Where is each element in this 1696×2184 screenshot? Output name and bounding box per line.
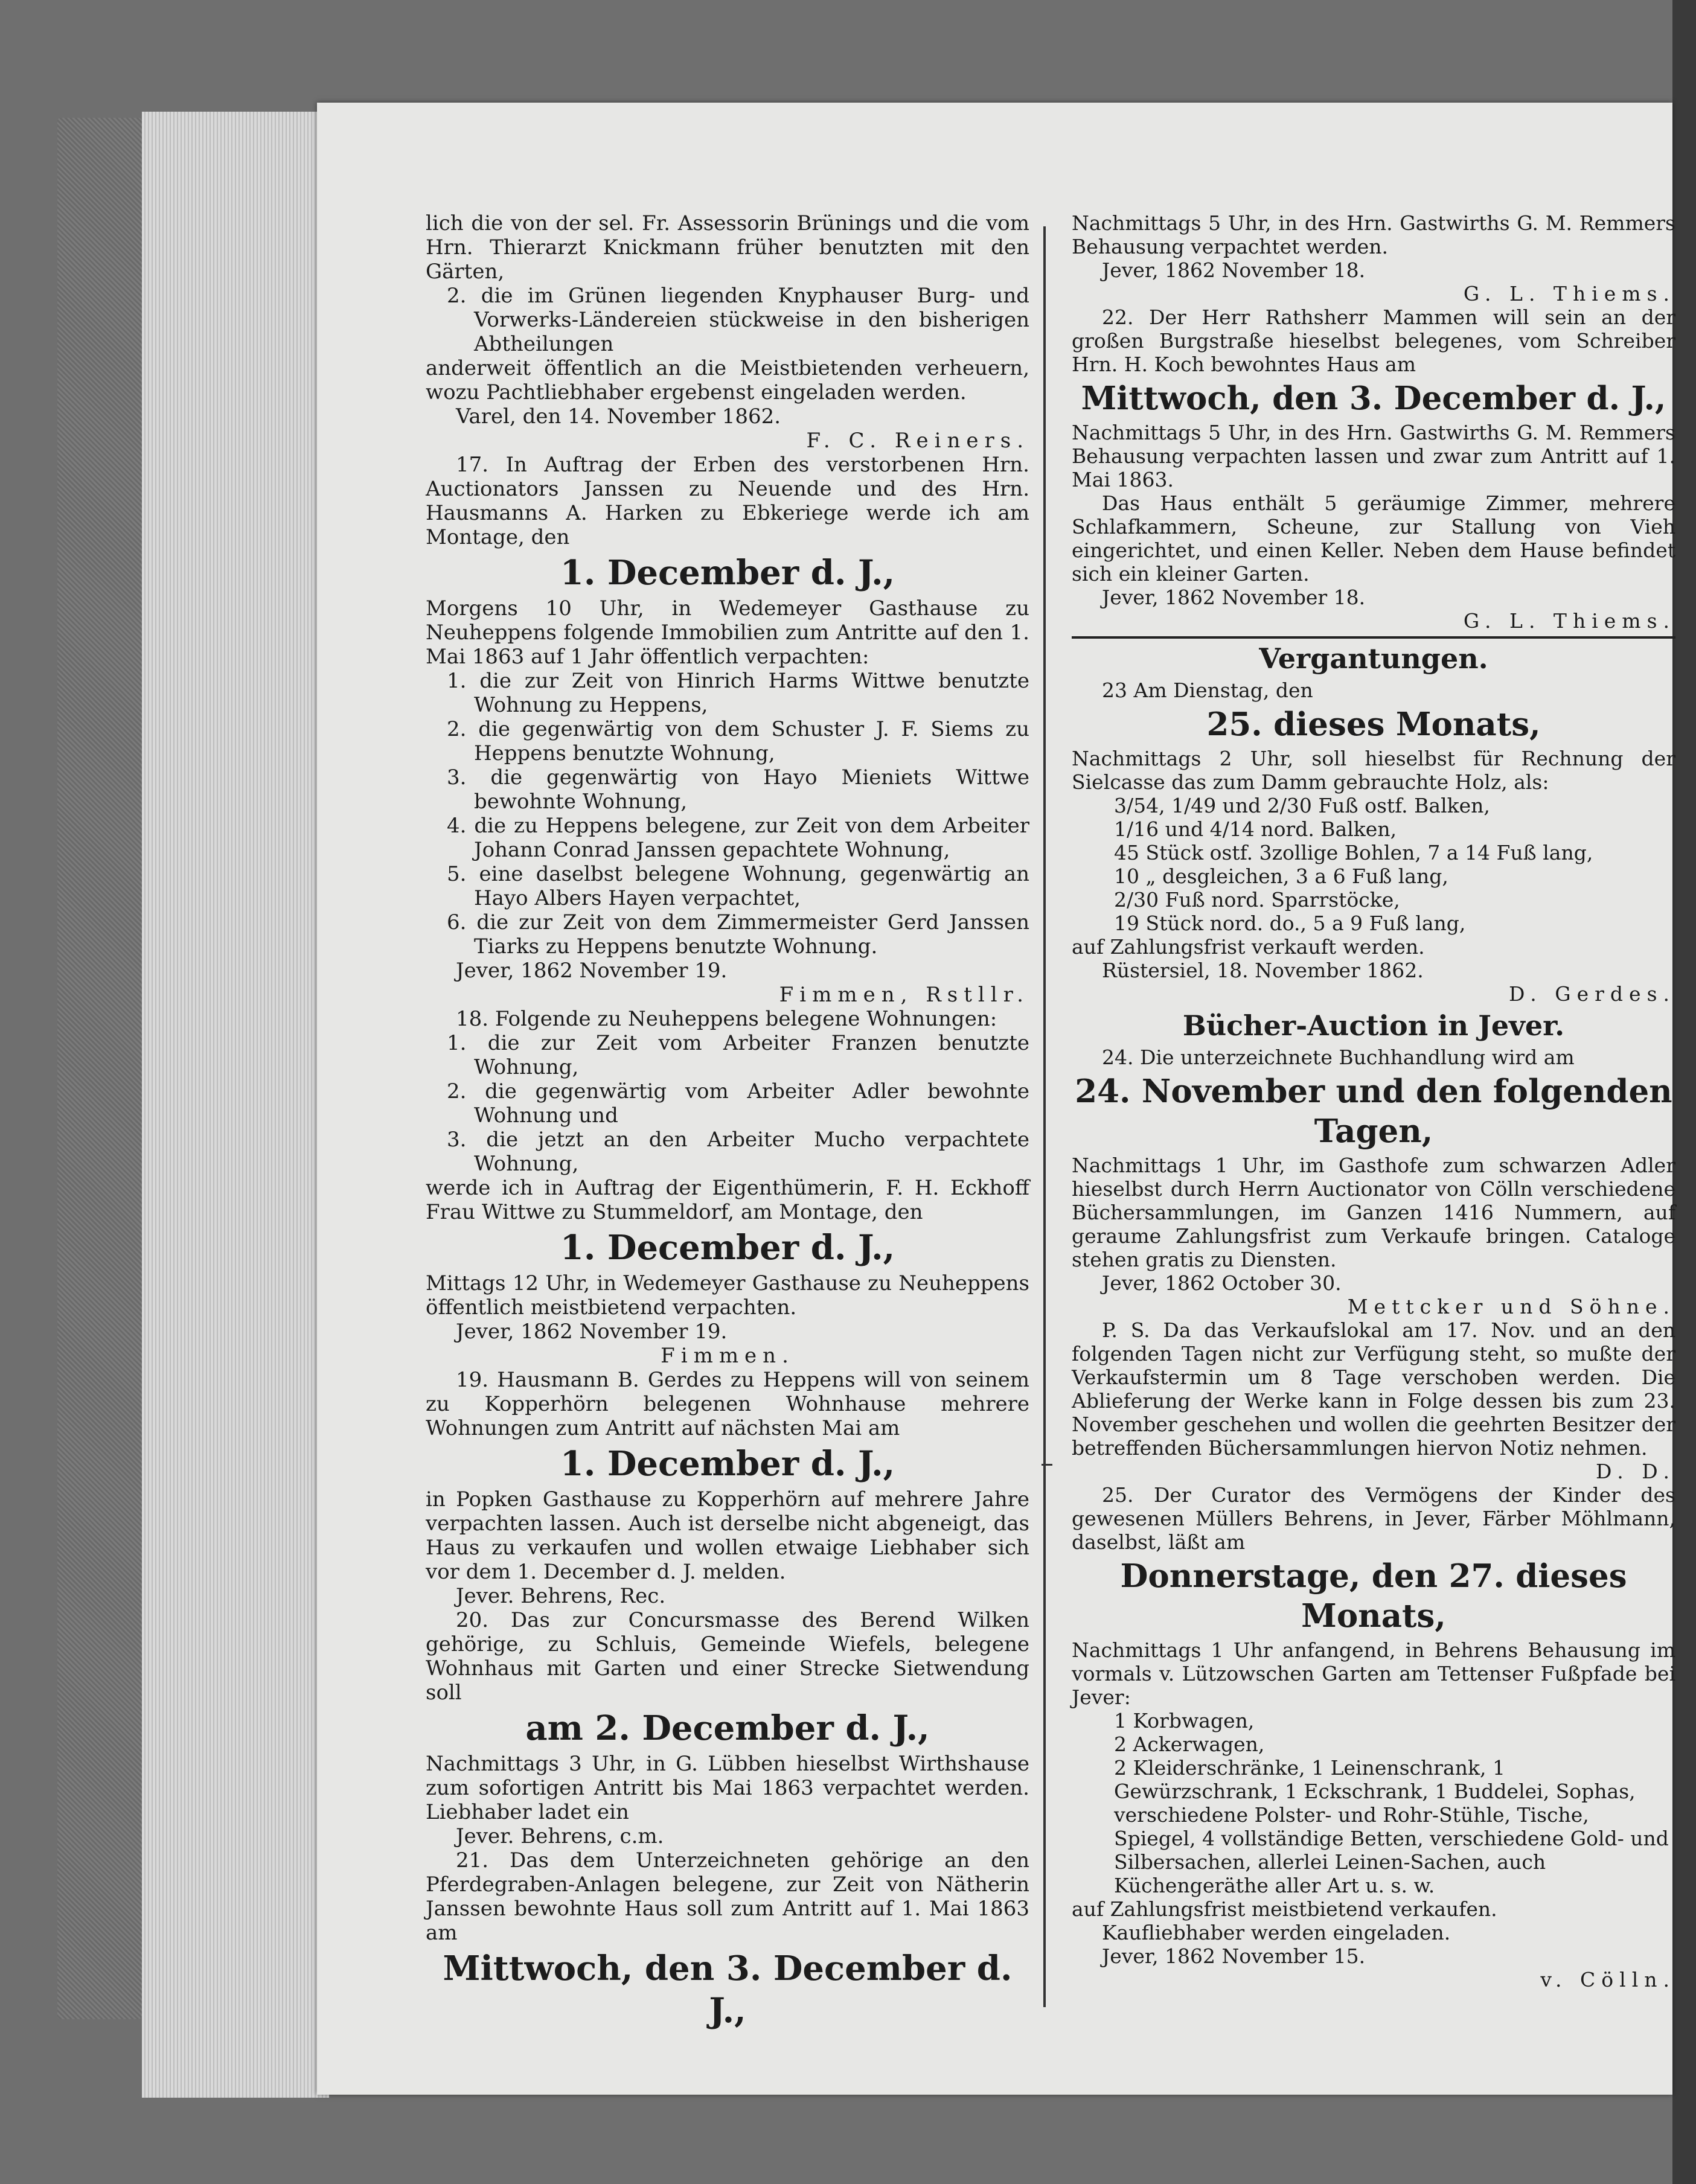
list-item: 19 Stück nord. do., 5 a 9 Fuß lang,	[1114, 912, 1466, 935]
book-page-edges	[142, 112, 329, 2098]
list-item: 4. die zu Heppens belegene, zur Zeit von dem Arbeiter Johann Conrad Janssen gepachtete Wohnung,	[447, 814, 1029, 862]
paragraph: Jever, 1862 November 19.	[456, 1320, 728, 1344]
paragraph: Jever, 1862 November 18.	[1102, 258, 1366, 282]
date-heading: 24. November und den folgenden Tagen,	[1075, 1073, 1672, 1150]
paragraph: anderweit öffentlich an die Meistbietenden verheuern, wozu Pachtliebhaber ergebenst eingeladen werden.	[426, 356, 1029, 404]
paragraph: 24. Die unterzeichnete Buchhandlung wird am	[1102, 1046, 1575, 1069]
paragraph: Das Haus enthält 5 geräumige Zimmer, mehrere Schlafkammern, Scheune, zur Stallung von Vieh eingerichtet, und einen Keller. Neben dem Hause befindet sich ein kleiner Garten.	[1072, 491, 1675, 586]
paragraph: Nachmittags 5 Uhr, in des Hrn. Gastwirths G. M. Remmers Behausung verpachten lassen und zwar zum Antritt auf 1. Mai 1863.	[1072, 421, 1675, 491]
list-item: 2. die gegenwärtig von dem Schuster J. F. Siems zu Heppens benutzte Wohnung,	[447, 717, 1029, 765]
list-item: 2. die im Grünen liegenden Knyphauser Burg- und Vorwerks-Ländereien stückweise in den bisherigen Abtheilungen	[447, 284, 1029, 356]
section-rule	[1072, 636, 1675, 639]
signature: G. L. Thiems.	[1463, 609, 1675, 633]
paragraph: 22. Der Herr Rathsherr Mammen will sein an der großen Burgstraße hieselbst belegenes, vom Schreiber Hrn. H. Koch bewohntes Haus am	[1072, 305, 1675, 376]
paragraph: Rüstersiel, 18. November 1862.	[1102, 959, 1424, 982]
paragraph: Nachmittags 2 Uhr, soll hieselbst für Rechnung der Sielcasse das zum Damm gebrauchte Holz, als:	[1072, 747, 1675, 794]
paragraph: Nachmittags 1 Uhr anfangend, in Behrens Behausung im vormals v. Lützowschen Garten am Tettenser Fußpfade bei Jever:	[1072, 1638, 1675, 1709]
paragraph: Jever. Behrens, c.m.	[456, 1824, 664, 1848]
signature: Fimmen, Rstllr.	[779, 983, 1029, 1007]
left-column	[426, 211, 1029, 2034]
date-heading: 1. December d. J.,	[560, 553, 895, 593]
date-heading: 25. dieses Monats,	[1206, 706, 1541, 743]
list-item: 2 Ackerwagen,	[1114, 1732, 1265, 1756]
paragraph: Nachmittags 1 Uhr, im Gasthofe zum schwarzen Adler hieselbst durch Herrn Auctionator von Cölln verschiedene Büchersammlungen, im Ganzen 1416 Nummern, auf geraume Zahlungsfrist zum Verkaufe bringen. Cataloge stehen gratis zu Diensten.	[1072, 1154, 1675, 1271]
section-heading: Vergantungen.	[1259, 642, 1488, 675]
list-item: 1 Korbwagen,	[1114, 1709, 1255, 1732]
paragraph: 23 Am Dienstag, den	[1102, 679, 1313, 702]
paragraph: in Popken Gasthause zu Kopperhörn auf mehrere Jahre verpachten lassen. Auch ist derselbe nicht abgeneigt, das Haus zu verkaufen und wollen etwaige Liebhaber sich vor dem 1. December d. J. melden.	[426, 1487, 1029, 1584]
list-item: 6. die zur Zeit von dem Zimmermeister Gerd Janssen Tiarks zu Heppens benutzte Wohnung.	[447, 910, 1029, 959]
paragraph: Mittags 12 Uhr, in Wedemeyer Gasthause zu Neuheppens öffentlich meistbietend verpachten.	[426, 1271, 1029, 1320]
book-cover-edge	[57, 118, 142, 2019]
paragraph: 19. Hausmann B. Gerdes zu Heppens will von seinem zu Kopperhörn belegenen Wohnhause mehrere Wohnungen zum Antritt auf nächsten Mai am	[426, 1368, 1029, 1440]
paragraph: Kaufliebhaber werden eingeladen.	[1102, 1921, 1451, 1944]
date-heading: Mittwoch, den 3. December d. J.,	[1081, 380, 1666, 417]
date-heading: Donnerstage, den 27. dieses Monats,	[1120, 1557, 1627, 1635]
paragraph: 25. Der Curator des Vermögens der Kinder des gewesenen Müllers Behrens, in Jever, Färber Möhlmann, daselbst, läßt am	[1072, 1483, 1675, 1554]
signature: v. Cölln.	[1540, 1968, 1675, 1991]
paragraph: auf Zahlungsfrist meistbietend verkaufen.	[1072, 1897, 1497, 1921]
paragraph: 18. Folgende zu Neuheppens belegene Wohnungen:	[456, 1007, 997, 1031]
paragraph: Nachmittags 5 Uhr, in des Hrn. Gastwirths G. M. Remmers Behausung verpachtet werden.	[1072, 211, 1675, 258]
paragraph: 17. In Auftrag der Erben des verstorbenen Hrn. Auctionators Janssen zu Neuende und des Hrn. Hausmanns A. Harken zu Ebkeriege werde ich am Montage, den	[426, 453, 1029, 549]
signature: G. L. Thiems.	[1463, 282, 1675, 305]
date-heading: am 2. December d. J.,	[525, 1708, 930, 1748]
paragraph: Nachmittags 3 Uhr, in G. Lübben hieselbst Wirthshause zum sofortigen Antritt bis Mai 1863 verpachtet werden. Liebhaber ladet ein	[426, 1752, 1029, 1824]
list-item: 45 Stück ostf. 3zollige Bohlen, 7 a 14 Fuß lang,	[1114, 841, 1593, 864]
signature: Fimmen.	[661, 1344, 795, 1368]
scan-right-margin	[1672, 0, 1696, 2184]
date-heading: Mittwoch, den 3. December d. J.,	[443, 1949, 1013, 2031]
paragraph: Jever, 1862 November 19.	[456, 959, 728, 983]
list-item: 10 „ desgleichen, 3 a 6 Fuß lang,	[1114, 864, 1448, 888]
paragraph: Varel, den 14. November 1862.	[456, 404, 781, 429]
paragraph: lich die von der sel. Fr. Assessorin Brünings und die vom Hrn. Thierarzt Knickmann früher benutzten mit den Gärten,	[426, 211, 1029, 284]
paragraph: 20. Das zur Concursmasse des Berend Wilken gehörige, zu Schluis, Gemeinde Wiefels, belegene Wohnhaus mit Garten und einer Strecke Sietwendung soll	[426, 1608, 1029, 1705]
list-item: 1/16 und 4/14 nord. Balken,	[1114, 817, 1397, 841]
paragraph: 21. Das dem Unterzeichneten gehörige an den Pferdegraben-Anlagen belegene, zur Zeit von Nätherin Janssen bewohnte Haus soll zum Antritt auf 1. Mai 1863 am	[426, 1848, 1029, 1945]
signature: F. C. Reiners.	[806, 429, 1029, 453]
list-item: 3. die jetzt an den Arbeiter Mucho verpachtete Wohnung,	[447, 1128, 1029, 1176]
list-item: 2 Kleiderschränke, 1 Leinenschrank, 1 Gewürzschrank, 1 Eckschrank, 1 Buddelei, Sophas, verschiedene Polster- und Rohr-Stühle, Tische, Spiegel, 4 vollständige Betten, verschiedene Gold- und Silbersachen, allerlei Leinen-Sachen, auch Küchengeräthe aller Art u. s. w.	[1114, 1756, 1669, 1897]
signature: D. D.	[1595, 1460, 1675, 1483]
paragraph: werde ich in Auftrag der Eigenthümerin, F. H. Eckhoff Frau Wittwe zu Stummeldorf, am Montage, den	[426, 1176, 1029, 1224]
list-item: 3. die gegenwärtig von Hayo Mieniets Wittwe bewohnte Wohnung,	[447, 765, 1029, 814]
paragraph: Jever, 1862 November 15.	[1102, 1944, 1366, 1968]
date-heading: 1. December d. J.,	[560, 1228, 895, 1268]
list-item: 3/54, 1/49 und 2/30 Fuß ostf. Balken,	[1114, 794, 1490, 817]
list-item: 1. die zur Zeit vom Arbeiter Franzen benutzte Wohnung,	[447, 1031, 1029, 1079]
date-heading: 1. December d. J.,	[560, 1444, 895, 1484]
list-item: 5. eine daselbst belegene Wohnung, gegenwärtig an Hayo Albers Hayen verpachtet,	[447, 862, 1029, 910]
paragraph: P. S. Da das Verkaufslokal am 17. Nov. und an den folgenden Tagen nicht zur Verfügung steht, so mußte der Verkaufstermin um 8 Tage verschoben werden. Die Ablieferung der Werke kann in Folge dessen bis zum 23. November geschehen und wollen die geehrten Besitzer der betreffenden Büchersammlungen hiervon Notiz nehmen.	[1072, 1318, 1675, 1460]
signature: Mettcker und Söhne.	[1347, 1295, 1675, 1318]
paragraph: Morgens 10 Uhr, in Wedemeyer Gasthause zu Neuheppens folgende Immobilien zum Antritte auf den 1. Mai 1863 auf 1 Jahr öffentlich verpachten:	[426, 596, 1029, 669]
list-item: 1. die zur Zeit von Hinrich Harms Wittwe benutzte Wohnung zu Heppens,	[447, 669, 1029, 717]
paragraph: auf Zahlungsfrist verkauft werden.	[1072, 935, 1425, 959]
list-item: 2/30 Fuß nord. Sparrstöcke,	[1114, 888, 1400, 912]
paragraph: Jever, 1862 November 18.	[1102, 586, 1366, 609]
section-heading: Bücher-Auction in Jever.	[1182, 1009, 1565, 1042]
margin-mark	[1042, 1464, 1052, 1466]
right-column	[1072, 211, 1675, 1991]
paragraph: Jever. Behrens, Rec.	[456, 1584, 666, 1608]
column-divider	[1043, 226, 1046, 2007]
signature: D. Gerdes.	[1508, 982, 1675, 1006]
list-item: 2. die gegenwärtig vom Arbeiter Adler bewohnte Wohnung und	[447, 1079, 1029, 1128]
paragraph: Jever, 1862 October 30.	[1102, 1271, 1342, 1295]
